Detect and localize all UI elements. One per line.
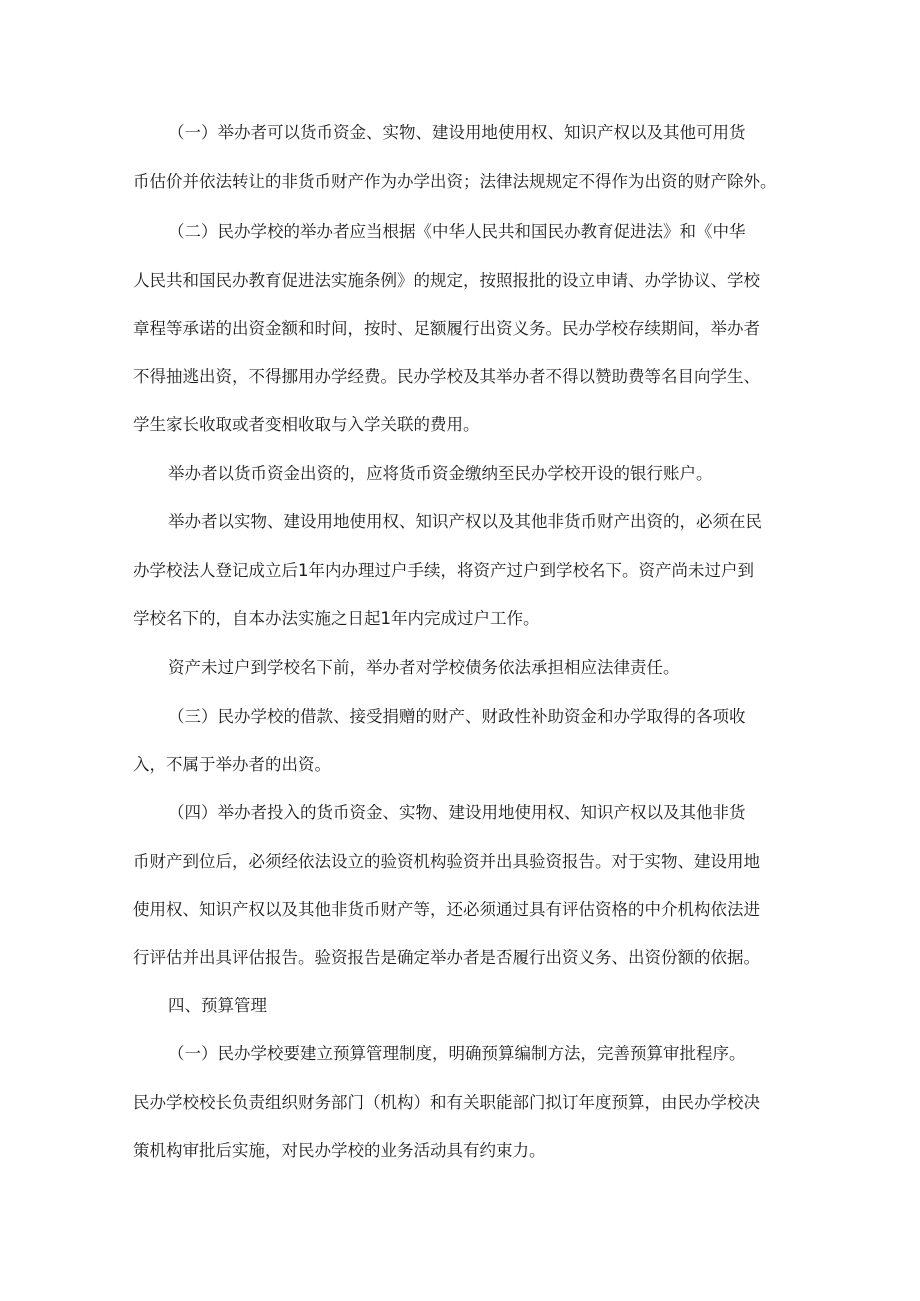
paragraph-line: 举办者以实物、建设用地使用权、知识产权以及其他非货币财产出资的，必须在民 bbox=[168, 512, 762, 531]
paragraph-line: （三）民办学校的借款、接受捐赠的财产、财政性补助资金和办学取得的各项收 bbox=[168, 707, 746, 726]
paragraph-line: 币财产到位后，必须经依法设立的验资机构验资并出具验资报告。对于实物、建设用地 bbox=[133, 852, 760, 871]
paragraph-line: 章程等承诺的出资金额和时间，按时、足额履行出资义务。民办学校存续期间，举办者 bbox=[133, 319, 760, 338]
paragraph-line: 民办学校校长负责组织财务部门（机构）和有关职能部门拟订年度预算，由民办学校决 bbox=[133, 1093, 760, 1112]
paragraph-line: 入，不属于举办者的出资。 bbox=[133, 755, 331, 774]
paragraph-line: 举办者以货币资金出资的，应将货币资金缴纳至民办学校开设的银行账户。 bbox=[168, 464, 713, 483]
paragraph-line: 办学校法人登记成立后1年内办理过户手续，将资产过户到学校名下。资产尚未过户到 bbox=[133, 561, 754, 580]
paragraph-line: 人民共和国民办教育促进法实施条例》的规定，按照报批的设立申请、办学协议、学校 bbox=[133, 271, 760, 290]
paragraph-line: 使用权、知识产权以及其他非货币财产等，还必须通过具有评估资格的中介机构依法进 bbox=[133, 900, 760, 919]
paragraph-line: 学校名下的，自本办法实施之日起1年内完成过户工作。 bbox=[133, 609, 540, 628]
paragraph-line: 不得抽逃出资，不得挪用办学经费。民办学校及其举办者不得以赞助费等名目向学生、 bbox=[133, 367, 760, 386]
paragraph-line: 学生家长收取或者变相收取与入学关联的费用。 bbox=[133, 415, 480, 434]
paragraph-line: （二）民办学校的举办者应当根据《中华人民共和国民办教育促进法》和《中华 bbox=[168, 222, 746, 241]
paragraph-line: 策机构审批后实施，对民办学校的业务活动具有约束力。 bbox=[133, 1141, 546, 1160]
paragraph-line: 资产未过户到学校名下前，举办者对学校债务依法承担相应法律责任。 bbox=[168, 658, 680, 677]
paragraph-line: 行评估并出具评估报告。验资报告是确定举办者是否履行出资义务、出资份额的依据。 bbox=[133, 948, 760, 967]
paragraph-line: （一）民办学校要建立预算管理制度，明确预算编制方法，完善预算审批程序。 bbox=[168, 1044, 746, 1063]
paragraph-line: 币估价并依法转让的非货币财产作为办学出资；法律法规规定不得作为出资的财产除外。 bbox=[133, 172, 777, 191]
paragraph-line: （四）举办者投入的货币资金、实物、建设用地使用权、知识产权以及其他非货 bbox=[168, 803, 746, 822]
section-heading: 四、预算管理 bbox=[168, 996, 267, 1015]
paragraph-line: （一）举办者可以货币资金、实物、建设用地使用权、知识产权以及其他可用货 bbox=[168, 123, 746, 142]
